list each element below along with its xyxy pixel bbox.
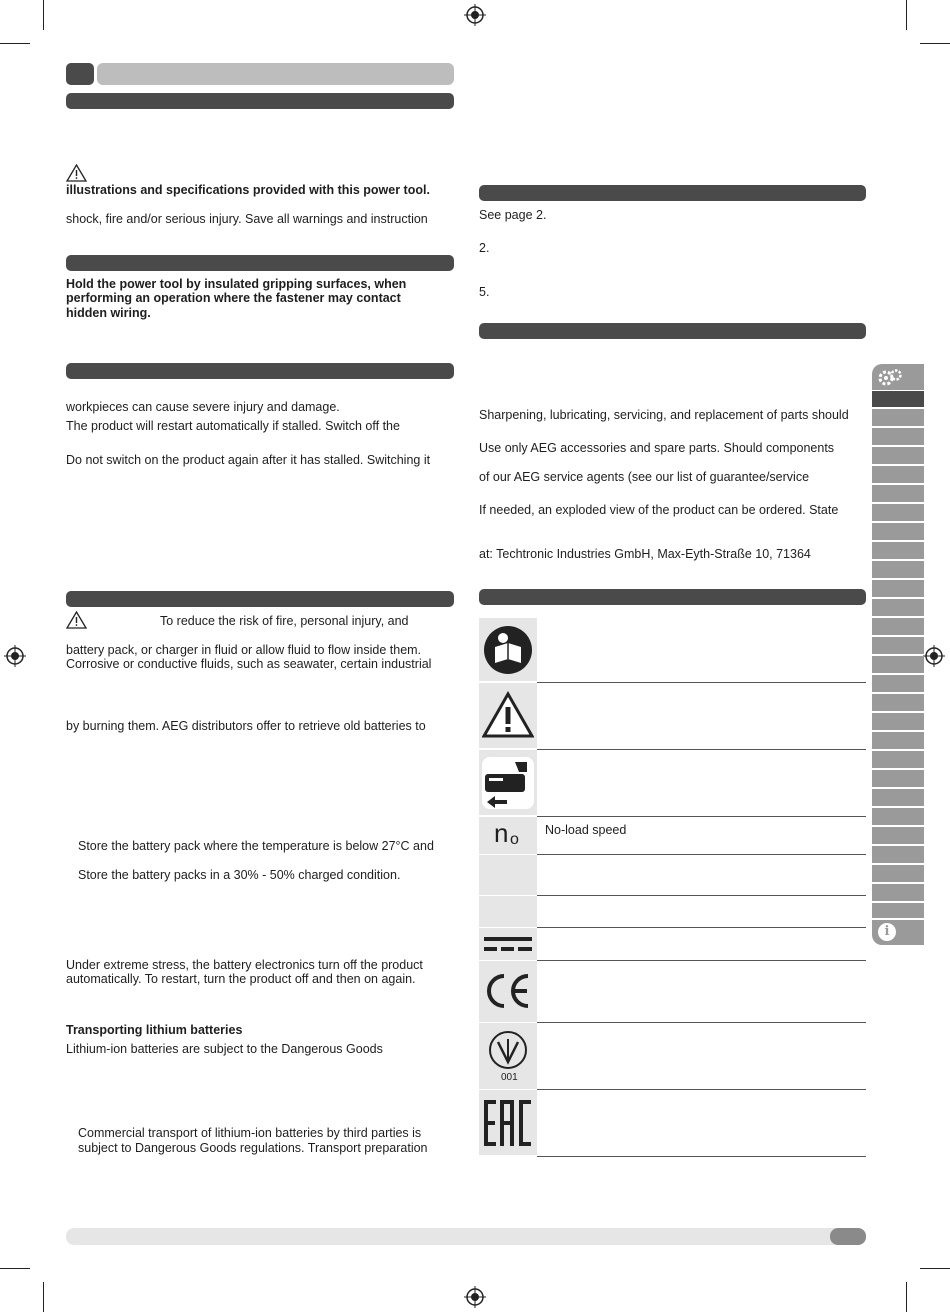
warning-triangle-icon — [66, 164, 87, 182]
section-bar-batteries — [66, 591, 454, 607]
sidebar-tab[interactable] — [872, 485, 924, 502]
table-divider — [537, 927, 866, 928]
sidebar-tab[interactable] — [872, 694, 924, 711]
caution-triangle-icon — [482, 691, 534, 739]
symbol-cell — [479, 855, 537, 895]
symbol-cell — [479, 750, 537, 815]
footer-bar — [66, 1228, 866, 1245]
paragraph: Store the battery pack where the temperature is below 27°C and — [78, 839, 434, 853]
language-badge — [66, 63, 94, 85]
step-number: 2. — [479, 241, 490, 255]
paragraph: Lithium-ion batteries are subject to the Dangerous Goods — [66, 1042, 383, 1056]
wiring-warning: Hold the power tool by insulated gripping surfaces, when — [66, 277, 407, 291]
warning-text: shock, fire and/or serious injury. Save all warnings and instruction — [66, 212, 428, 226]
symbol-cell — [479, 896, 537, 927]
table-divider — [537, 960, 866, 961]
symbol-cell — [479, 961, 537, 1022]
eac-mark-icon — [483, 1098, 533, 1148]
sidebar-tab[interactable] — [872, 504, 924, 521]
sidebar-tab[interactable] — [872, 713, 924, 730]
sidebar-tab[interactable] — [872, 751, 924, 768]
sidebar-tab[interactable] — [872, 656, 924, 673]
symbol-cell — [479, 817, 537, 854]
read-manual-icon — [483, 625, 533, 675]
table-divider — [537, 1089, 866, 1090]
table-divider — [537, 854, 866, 855]
sidebar-tab-info[interactable] — [872, 920, 924, 945]
page-number-badge — [830, 1228, 866, 1245]
paragraph: at: Techtronic Industries GmbH, Max-Eyth-Straße 10, 71364 — [479, 547, 811, 561]
table-divider — [537, 1156, 866, 1157]
section-bar-additional-safety — [66, 363, 454, 379]
paragraph: Under extreme stress, the battery electronics turn off the product — [66, 958, 423, 972]
crop-mark — [43, 0, 44, 30]
sidebar-tab[interactable] — [872, 884, 924, 901]
crop-mark — [906, 0, 907, 30]
paragraph: Do not switch on the product again after it has stalled. Switching it — [66, 453, 431, 467]
sidebar-tab[interactable] — [872, 561, 924, 578]
sidebar-tab[interactable] — [872, 846, 924, 863]
table-divider — [537, 1022, 866, 1023]
paragraph: If needed, an exploded view of the product can be ordered. State — [479, 503, 839, 517]
symbol-cell — [479, 1023, 537, 1089]
sidebar-tab[interactable] — [872, 409, 924, 426]
step-number: 5. — [479, 285, 490, 299]
symbol-cell — [479, 618, 537, 681]
sidebar-tab[interactable] — [872, 865, 924, 882]
section-bar-safety — [66, 93, 454, 109]
paragraph: Commercial transport of lithium-ion batteries by third parties is — [78, 1126, 422, 1140]
no-load-subscript: o — [510, 831, 519, 848]
paragraph: Store the battery packs in a 30% - 50% charged condition. — [78, 868, 401, 882]
paragraph: automatically. To restart, turn the product off and then on again. — [66, 972, 416, 986]
wiring-warning: hidden wiring. — [66, 306, 151, 320]
sidebar-tab[interactable] — [872, 637, 924, 654]
registration-mark-icon — [464, 1286, 486, 1308]
sidebar-tab[interactable] — [872, 808, 924, 825]
table-divider — [537, 749, 866, 750]
table-divider — [537, 682, 866, 683]
sidebar-tab[interactable] — [872, 599, 924, 616]
sidebar-tab[interactable] — [872, 827, 924, 844]
sidebar-tab[interactable] — [872, 789, 924, 806]
table-divider — [537, 895, 866, 896]
sidebar-tab[interactable] — [872, 447, 924, 464]
paragraph: by burning them. AEG distributors offer to retrieve old batteries to — [66, 719, 426, 733]
ce-mark-icon — [483, 971, 533, 1011]
section-bar-specific-safety — [66, 255, 454, 271]
transport-heading: Transporting lithium batteries — [66, 1023, 243, 1037]
warning-triangle-icon — [66, 611, 87, 629]
sidebar-tab[interactable] — [872, 618, 924, 635]
battery-warning: To reduce the risk of fire, personal injury, and — [160, 614, 409, 628]
header-bar — [97, 63, 454, 85]
paragraph: workpieces can cause severe injury and damage. — [66, 400, 340, 414]
sidebar-tab[interactable] — [872, 732, 924, 749]
paragraph: Corrosive or conductive fluids, such as seawater, certain industrial — [66, 657, 432, 671]
sidebar-tab[interactable] — [872, 523, 924, 540]
paragraph: battery pack, or charger in fluid or allow fluid to flow inside them. — [66, 643, 422, 657]
sidebar-tab[interactable] — [872, 580, 924, 597]
crop-mark — [0, 43, 30, 44]
sidebar-tab[interactable] — [872, 542, 924, 559]
sidebar-tab[interactable] — [872, 770, 924, 787]
no-load-symbol: n — [494, 818, 509, 848]
section-bar-symbols — [479, 589, 866, 605]
paragraph: The product will restart automatically if stalled. Switch off the — [66, 419, 400, 433]
sidebar-tab[interactable] — [872, 675, 924, 692]
symbol-cell — [479, 683, 537, 748]
registration-mark-icon — [923, 645, 945, 667]
sidebar-tab[interactable] — [872, 428, 924, 445]
paragraph: Sharpening, lubricating, servicing, and replacement of parts should — [479, 408, 849, 422]
section-bar-assembly — [479, 185, 866, 201]
wiring-warning: performing an operation where the fastener may contact — [66, 291, 401, 305]
direct-current-icon — [484, 936, 532, 952]
sidebar-tab[interactable] — [872, 466, 924, 483]
see-page: See page 2. — [479, 208, 547, 222]
section-bar-maintenance — [479, 323, 866, 339]
crop-mark — [0, 1268, 30, 1269]
no-load-speed-label: No-load speed — [545, 823, 627, 837]
paragraph: Use only AEG accessories and spare parts. Should components — [479, 441, 835, 455]
symbol-cell — [479, 1090, 537, 1155]
sidebar-tab[interactable] — [872, 903, 924, 918]
registration-mark-icon — [4, 645, 26, 667]
sidebar-tab-header[interactable] — [872, 364, 924, 390]
paragraph: subject to Dangerous Goods regulations. Transport preparation — [78, 1141, 428, 1155]
ukr-code: 001 — [501, 1072, 518, 1083]
crop-mark — [920, 1268, 950, 1269]
crop-mark — [920, 43, 950, 44]
sidebar-tab-active[interactable] — [872, 391, 924, 407]
paragraph: of our AEG service agents (see our list of guarantee/service — [479, 470, 810, 484]
crop-mark — [43, 1282, 44, 1312]
crop-mark — [906, 1282, 907, 1312]
remove-battery-icon — [481, 756, 535, 810]
ukrsepro-mark-icon — [487, 1029, 529, 1071]
gears-icon — [877, 368, 903, 386]
registration-mark-icon — [464, 4, 486, 26]
symbol-cell — [479, 928, 537, 960]
info-icon: i — [878, 923, 896, 941]
table-divider — [537, 816, 866, 817]
warning-text: illustrations and specifications provided with this power tool. — [66, 183, 430, 197]
